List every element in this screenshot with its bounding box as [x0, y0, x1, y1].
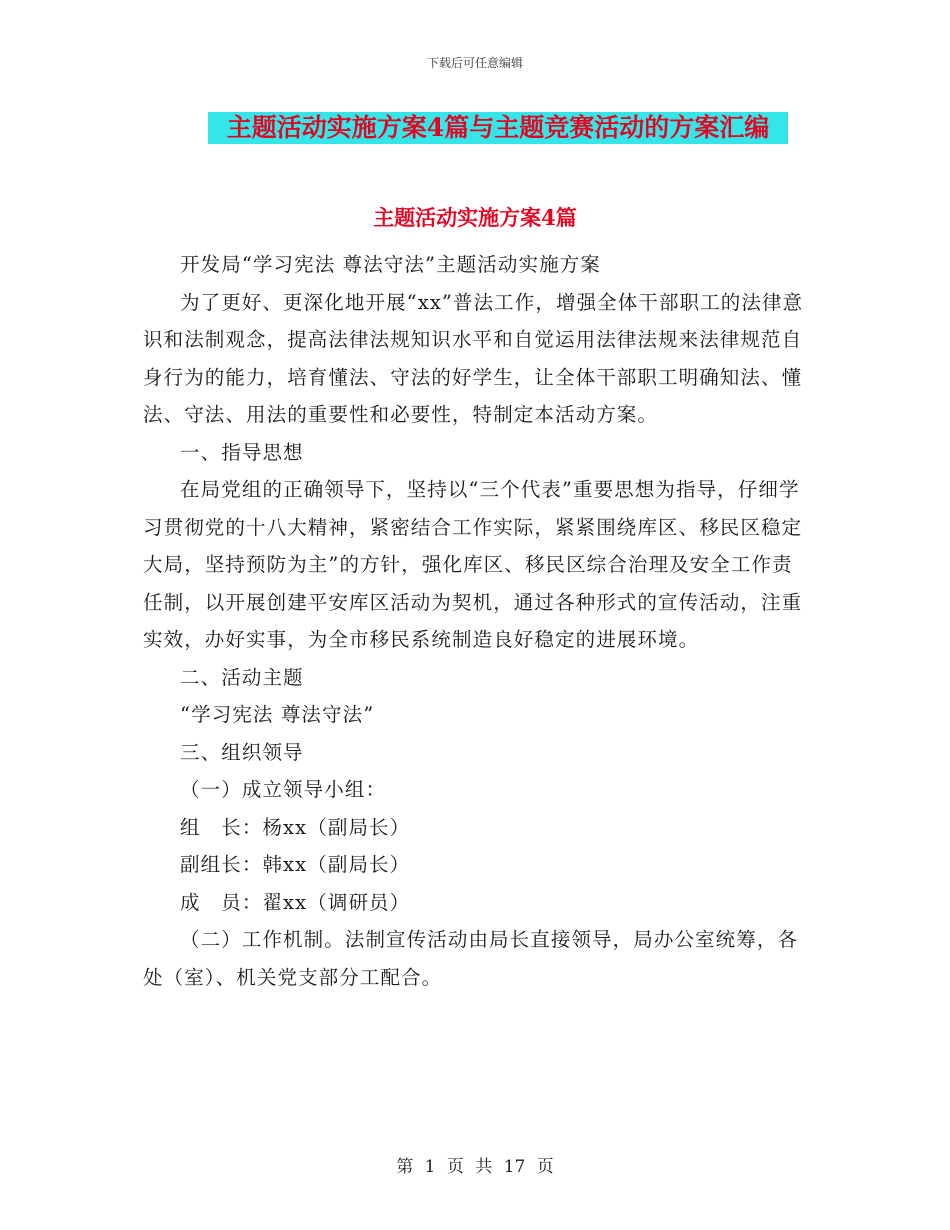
heading-guiding-thought: 一、指导思想 [180, 440, 304, 464]
heading-activity-theme: 二、活动主题 [180, 665, 304, 689]
paragraph-intro: 为了更好、更深化地开展“xx”普法工作，增强全体干部职工的法律意识和法制观念，提高法律法规知识水平和自觉运用法律法规来法律规范自身行为的能力，培育懂法、守法的好学生，让全体干部职工明确知法、懂法、守法、用法的重要性和必要性，特制定本活动方案。 [143, 290, 804, 426]
paragraph-deputy-leader: 副组长：韩xx（副局长） [180, 853, 411, 876]
paragraph-plan-title: 开发局“学习宪法 尊法守法”主题活动实施方案 [180, 253, 601, 276]
document-main-title-highlight [208, 112, 788, 144]
paragraph-activity-theme: “学习宪法 尊法守法” [180, 703, 375, 726]
paragraph-leading-group: （一）成立领导小组： [180, 778, 387, 801]
page-header-note: 下载后可任意编辑 [426, 56, 523, 70]
document-main-title: 主题活动实施方案4篇与主题竞赛活动的方案汇编 [226, 113, 770, 142]
document-section-title: 主题活动实施方案4篇 [373, 205, 577, 230]
paragraph-work-mechanism: （二）工作机制。法制宣传活动由局长直接领导，局办公室统筹，各处（室）、机关党支部分工配合。 [143, 928, 799, 989]
document-body [143, 246, 808, 996]
page-number-footer: 第 1 页 共 17 页 [396, 1157, 554, 1177]
paragraph-members: 成 员：翟xx（调研员） [180, 890, 411, 914]
paragraph-group-leader: 组 长：杨xx（副局长） [180, 815, 411, 839]
paragraph-guiding-thought: 在局党组的正确领导下，坚持以“三个代表”重要思想为指导，仔细学习贯彻党的十八大精神，紧密结合工作实际，紧紧围绕库区、移民区稳定大局，坚持预防为主”的方针，强化库区、移民区综合治理及安全工作责任制，以开展创建平安库区活动为契机，通过各种形式的宣传活动，注重实效，办好实事，为全市移民系统制造良好稳定的进展环境。 [143, 478, 803, 651]
heading-organization: 三、组织领导 [180, 740, 304, 764]
